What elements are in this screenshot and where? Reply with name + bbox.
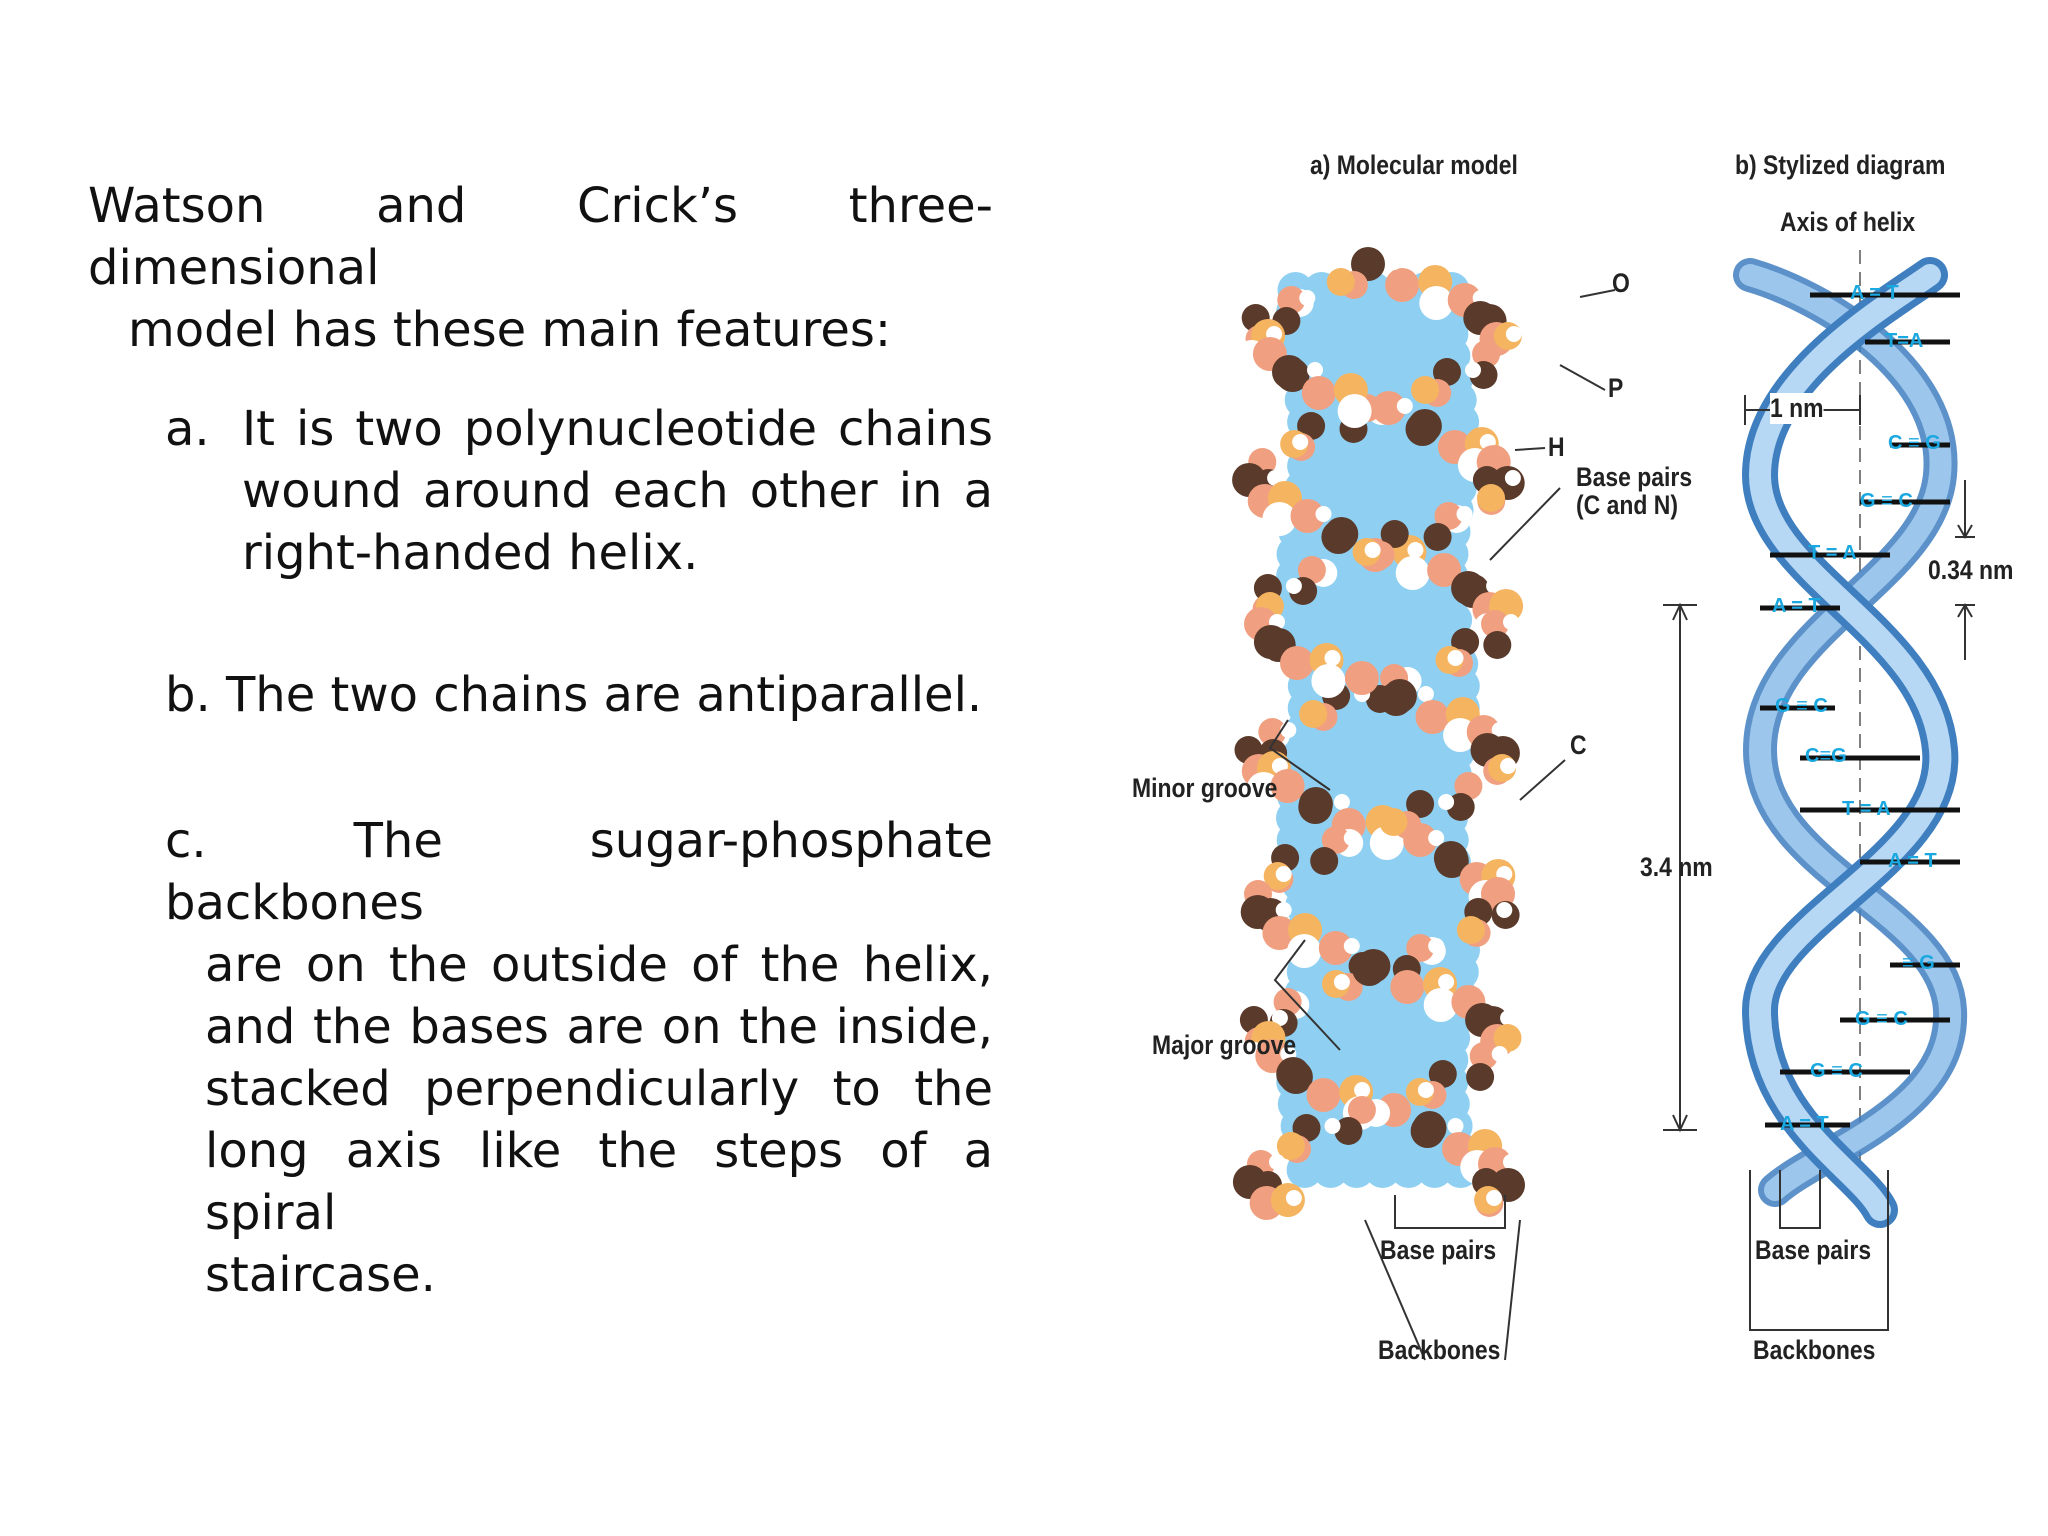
backbone-atom	[1338, 394, 1372, 428]
feature-a	[165, 398, 993, 584]
feature-b-line: b. The two chains are antiparallel.	[165, 667, 983, 723]
pair-label-13: G ≡ C	[1810, 1060, 1863, 1082]
pair-label-2: T=A	[1885, 330, 1924, 352]
hydrogen-atom	[1292, 434, 1308, 450]
hydrogen-atom	[1276, 902, 1292, 918]
axis-of-helix-label: Axis of helix	[1780, 207, 1916, 237]
hydrogen-atom	[1365, 542, 1381, 558]
pair-label-10: A = T	[1888, 850, 1937, 872]
backbone-atom	[1408, 409, 1442, 443]
pair-label-14: A = T	[1780, 1113, 1829, 1135]
pair-label-9: T = A	[1842, 798, 1891, 820]
pair-label-11: ≡ G	[1902, 952, 1935, 974]
backbone-atom	[1310, 847, 1338, 875]
panel-a-title: a) Molecular model	[1310, 150, 1518, 180]
hydrogen-atom	[1334, 974, 1350, 990]
backbone-atom	[1396, 556, 1430, 590]
label-H: H	[1548, 432, 1565, 462]
hydrogen-atom	[1307, 362, 1323, 378]
leader-P	[1560, 365, 1605, 390]
hydrogen-atom	[1299, 290, 1315, 306]
pair-label-4: G ≡ C	[1860, 490, 1913, 512]
pair-label-6: A = T	[1772, 595, 1821, 617]
backbone-atom	[1324, 517, 1358, 551]
label-P: P	[1608, 373, 1624, 403]
backbone-atom	[1280, 646, 1314, 680]
hydrogen-atom	[1269, 1154, 1285, 1170]
label-O: O	[1612, 268, 1630, 298]
backbone-atom	[1307, 1078, 1341, 1112]
hydrogen-atom	[1286, 1190, 1302, 1206]
backbone-atom	[1413, 1111, 1447, 1145]
backbone-atom	[1356, 949, 1390, 983]
major-groove-label: Major groove	[1152, 1030, 1297, 1060]
label-C: C	[1570, 730, 1587, 760]
hydrogen-atom	[1386, 254, 1402, 270]
feature-c-line-3: and the bases are on the inside,	[205, 999, 993, 1055]
feature-c-line-1: c. The sugar-phosphate backbones	[165, 813, 993, 931]
leader-O	[1580, 290, 1615, 297]
panel-b-title: b) Stylized diagram	[1735, 150, 1946, 180]
backbone-atom	[1457, 916, 1485, 944]
leader-C	[1520, 760, 1565, 800]
hydrogen-atom	[1316, 506, 1332, 522]
feature-a-marker: a.	[165, 401, 210, 457]
pair-label-1: A = T	[1850, 282, 1899, 304]
pair-label-5: T = A	[1808, 542, 1857, 564]
feature-c	[165, 810, 993, 1306]
hydrogen-atom	[1397, 398, 1413, 414]
hydrogen-atom	[1276, 866, 1292, 882]
intro-line-2: model has these main features:	[128, 302, 892, 358]
hydrogen-atom	[1486, 1190, 1502, 1206]
hydrogen-atom	[1465, 362, 1481, 378]
backbone-atom	[1299, 700, 1327, 728]
backbone-atom	[1483, 631, 1511, 659]
hydrogen-atom	[1503, 1154, 1519, 1170]
hydrogen-atom	[1492, 1046, 1508, 1062]
hydrogen-atom	[1286, 578, 1302, 594]
backbone-atom	[1345, 661, 1379, 695]
leader-H	[1515, 448, 1545, 450]
backbone-atom	[1477, 484, 1505, 512]
feature-a-line-3: right-handed helix.	[242, 525, 699, 581]
base-pairs-label-b: Base pairs	[1755, 1235, 1872, 1265]
feature-c-line-4: stacked perpendicularly to the	[205, 1061, 993, 1117]
hydrogen-atom	[1344, 830, 1360, 846]
hydrogen-atom	[1418, 686, 1434, 702]
hydrogen-atom	[1500, 758, 1516, 774]
dna-figure-svg	[1120, 130, 2020, 1400]
feature-a-line-1: It is two polynucleotide chains	[242, 401, 993, 457]
hydrogen-atom	[1505, 470, 1521, 486]
intro-line-1: Watson and Crick’s three-dimensional	[88, 178, 993, 296]
backbone-atom	[1424, 523, 1452, 551]
base-pairs-cn-line-1: Base pairs	[1576, 462, 1693, 492]
feature-c-line-6: staircase.	[205, 1247, 436, 1303]
pair-label-8: C≡G	[1805, 745, 1847, 767]
backbones-label-a: Backbones	[1378, 1335, 1501, 1365]
dim-3-4nm-label: 3.4 nm	[1640, 852, 1713, 882]
dna-figure	[1120, 130, 2020, 1400]
hydrogen-atom	[1503, 614, 1519, 630]
hydrogen-atom	[1438, 794, 1454, 810]
pair-label-7: G ≡ C	[1775, 695, 1828, 717]
hydrogen-atom	[1325, 1118, 1341, 1134]
dim-1nm-label: 1 nm	[1770, 393, 1824, 423]
backbone-atom	[1311, 664, 1345, 698]
hydrogen-atom	[1325, 650, 1341, 666]
backbone-atom	[1276, 1057, 1310, 1091]
hydrogen-atom	[1407, 542, 1423, 558]
hydrogen-atom	[1428, 830, 1444, 846]
pair-label-12: G ≡ C	[1855, 1008, 1908, 1030]
backbone-leader-right	[1505, 1220, 1520, 1360]
hydrogen-atom	[1344, 938, 1360, 954]
molecular-model-helix	[1231, 247, 1525, 1220]
hydrogen-atom	[1428, 938, 1444, 954]
backbone-atom	[1390, 970, 1424, 1004]
backbone-atom	[1411, 376, 1439, 404]
backbone-atom	[1287, 934, 1321, 968]
backbone-atom	[1302, 376, 1336, 410]
backbone-atom	[1272, 355, 1306, 389]
feature-b	[165, 664, 993, 726]
feature-c-line-2: are on the outside of the helix,	[205, 937, 993, 993]
base-pairs-cn-line-2: (C and N)	[1576, 490, 1678, 520]
hydrogen-atom	[1438, 974, 1454, 990]
hydrogen-atom	[1448, 650, 1464, 666]
hydrogen-atom	[1496, 902, 1512, 918]
backbone-atom	[1299, 787, 1333, 821]
base-pairs-label-a: Base pairs	[1380, 1235, 1497, 1265]
intro-paragraph	[88, 175, 993, 361]
hydrogen-atom	[1457, 506, 1473, 522]
backbone-atom	[1385, 268, 1419, 302]
feature-a-line-2: wound around each other in a	[242, 463, 993, 519]
backbone-atom	[1379, 808, 1407, 836]
minor-groove-label: Minor groove	[1132, 773, 1278, 803]
hydrogen-atom	[1418, 1082, 1434, 1098]
dim-034-label: 0.34 nm	[1928, 555, 2014, 585]
hydrogen-atom	[1448, 1118, 1464, 1134]
hydrogen-atom	[1500, 1010, 1516, 1026]
hydrogen-atom	[1334, 794, 1350, 810]
hydrogen-atom	[1506, 326, 1522, 342]
backbone-atom	[1383, 679, 1417, 713]
backbone-atom	[1466, 1063, 1494, 1091]
feature-c-line-5: long axis like the steps of a spiral	[205, 1123, 993, 1241]
backbone-atom	[1327, 268, 1355, 296]
pair-label-3: C ≡ G	[1888, 432, 1941, 454]
hydrogen-atom	[1354, 1082, 1370, 1098]
backbones-label-b: Backbones	[1753, 1335, 1876, 1365]
